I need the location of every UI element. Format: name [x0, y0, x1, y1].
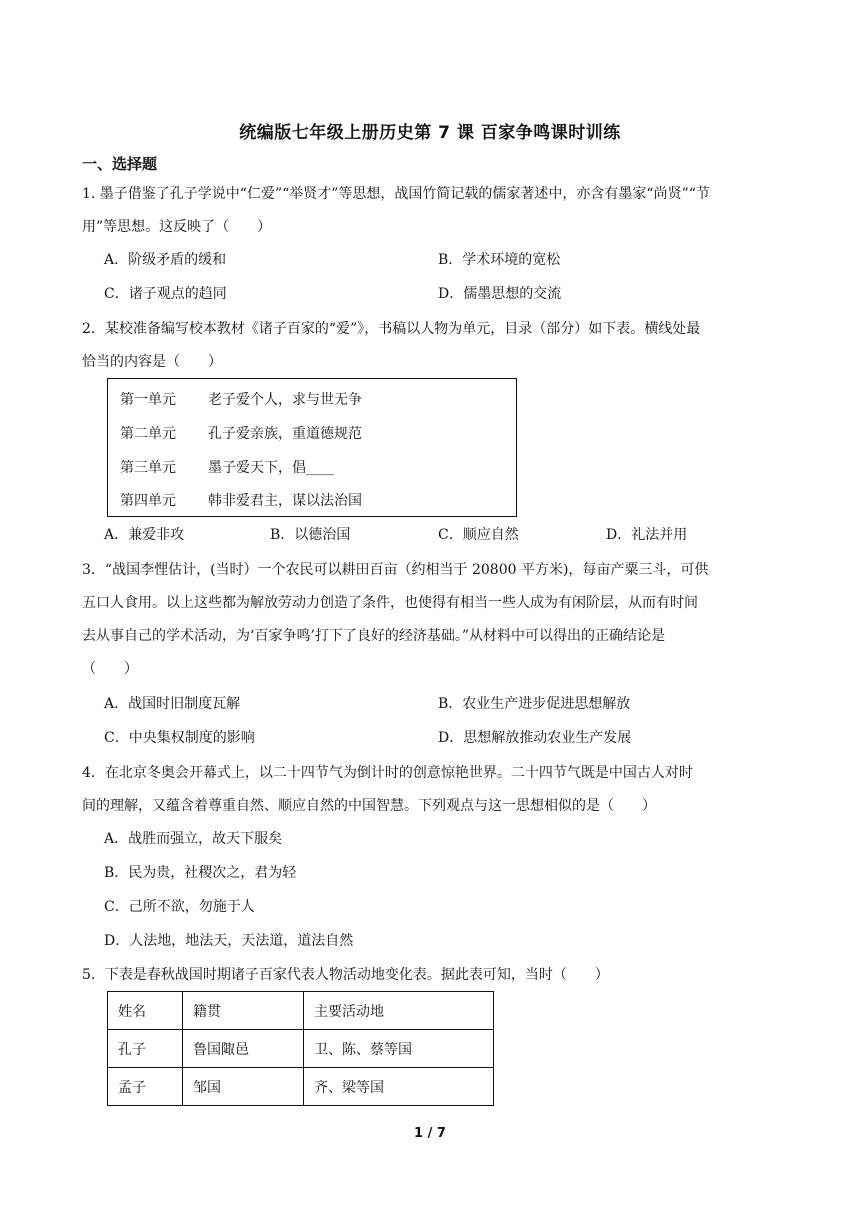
contents-row: [120, 423, 362, 443]
table-cell: 孟子: [108, 1068, 183, 1106]
table-header-cell: 主要活动地: [304, 992, 494, 1030]
question-5-stem: [82, 959, 780, 992]
question-line: 恰当的内容是（ ）: [82, 354, 222, 370]
question-line: 4．在北京冬奥会开幕式上，以二十四节气为倒计时的创意惊艳世界。二十四节气既是中国古人对时: [82, 765, 693, 781]
question-1-option-c: C．诸子观点的趋同: [104, 286, 227, 302]
unit-label: 第二单元: [120, 426, 176, 442]
question-line: （ ）: [82, 661, 138, 677]
question-line: 间的理解，又蕴含着尊重自然、顺应自然的中国智慧。下列观点与这一思想相似的是（ ）: [82, 798, 656, 814]
question-line: 2．某校准备编写校本教材《诸子百家的“爱”》，书稿以人物为单元，目录（部分）如下表。横线处最: [82, 321, 701, 337]
unit-label: 第三单元: [120, 460, 176, 476]
question-line: 3．“战国李悝估计，(当时）一个农民可以耕田百亩（约相当于 20800 平方米)，每亩产粟三斗，可供: [82, 562, 709, 578]
unit-label: 第一单元: [120, 392, 176, 408]
table-cell: 邹国: [183, 1068, 304, 1106]
question-1-option-a: A．阶级矛盾的缓和: [104, 252, 227, 268]
unit-content: 墨子爱天下，倡____: [208, 460, 334, 476]
question-1-option-b: B．学术环境的宽松: [438, 252, 561, 268]
question-line: 去从事自己的学术活动，为‘百家争鸣’打下了良好的经济基础。”从材料中可以得出的正确结论是: [82, 628, 666, 644]
question-4-option-c: C．己所不欲，勿施于人: [104, 899, 255, 915]
question-line: 5．下表是春秋战国时期诸子百家代表人物活动地变化表。据此表可知，当时（ ）: [82, 967, 609, 983]
section-heading: 一、选择题: [82, 155, 158, 173]
question-line: 五口人食用。以上这些都为解放劳动力创造了条件，也使得有相当一些人成为有闲阶层，从而有时间: [82, 595, 698, 611]
contents-table: [107, 378, 517, 517]
activity-table: [107, 991, 494, 1106]
question-4-option-a: A．战胜而强立，故天下服矣: [104, 831, 283, 847]
document-title: 统编版七年级上册历史第 7 课 百家争鸣课时训练: [239, 123, 621, 143]
question-2-option-c: C．顺应自然: [438, 527, 519, 543]
question-1-option-d: D．儒墨思想的交流: [438, 286, 562, 302]
question-3-option-d: D．思想解放推动农业生产发展: [438, 730, 632, 746]
question-4-stem: [82, 757, 780, 823]
question-3-option-a: A．战国时旧制度瓦解: [104, 696, 241, 712]
table-cell: 齐、梁等国: [304, 1068, 494, 1106]
contents-row: [120, 457, 334, 477]
question-4-option-d: D．人法地，地法天，天法道，道法自然: [104, 933, 354, 949]
table-header-cell: 籍贯: [183, 992, 304, 1030]
question-line: 1. 墨子借鉴了孔子学说中“仁爱”“举贤才”等思想，战国竹简记载的儒家著述中，亦含有墨家“尚贤”“节: [82, 186, 710, 202]
contents-row: [120, 389, 362, 409]
question-2-option-a: A．兼爱非攻: [104, 527, 185, 543]
unit-content: 孔子爱亲族，重道德规范: [208, 426, 362, 442]
question-3-stem: [82, 554, 780, 686]
question-4-option-b: B．民为贵，社稷次之，君为轻: [104, 865, 297, 881]
question-line: 用”等思想。这反映了（ ）: [82, 219, 272, 235]
page-number: 1 / 7: [414, 1126, 446, 1141]
unit-content: 老子爱个人，求与世无争: [208, 392, 362, 408]
question-2-option-d: D．礼法并用: [606, 527, 688, 543]
question-2-stem: [82, 313, 780, 379]
table-cell: 鲁国陬邑: [183, 1030, 304, 1068]
table-row: [108, 1068, 494, 1106]
question-2-option-b: B．以德治国: [270, 527, 351, 543]
unit-content: 韩非爱君主，谋以法治国: [208, 493, 362, 509]
contents-row: [120, 490, 362, 510]
table-row: [108, 1030, 494, 1068]
table-row: [108, 992, 494, 1030]
table-cell: 卫、陈、蔡等国: [304, 1030, 494, 1068]
question-1-stem: [82, 178, 780, 244]
unit-label: 第四单元: [120, 493, 176, 509]
question-3-option-b: B．农业生产进步促进思想解放: [438, 696, 631, 712]
table-cell: 孔子: [108, 1030, 183, 1068]
table-header-cell: 姓名: [108, 992, 183, 1030]
question-3-option-c: C．中央集权制度的影响: [104, 730, 255, 746]
